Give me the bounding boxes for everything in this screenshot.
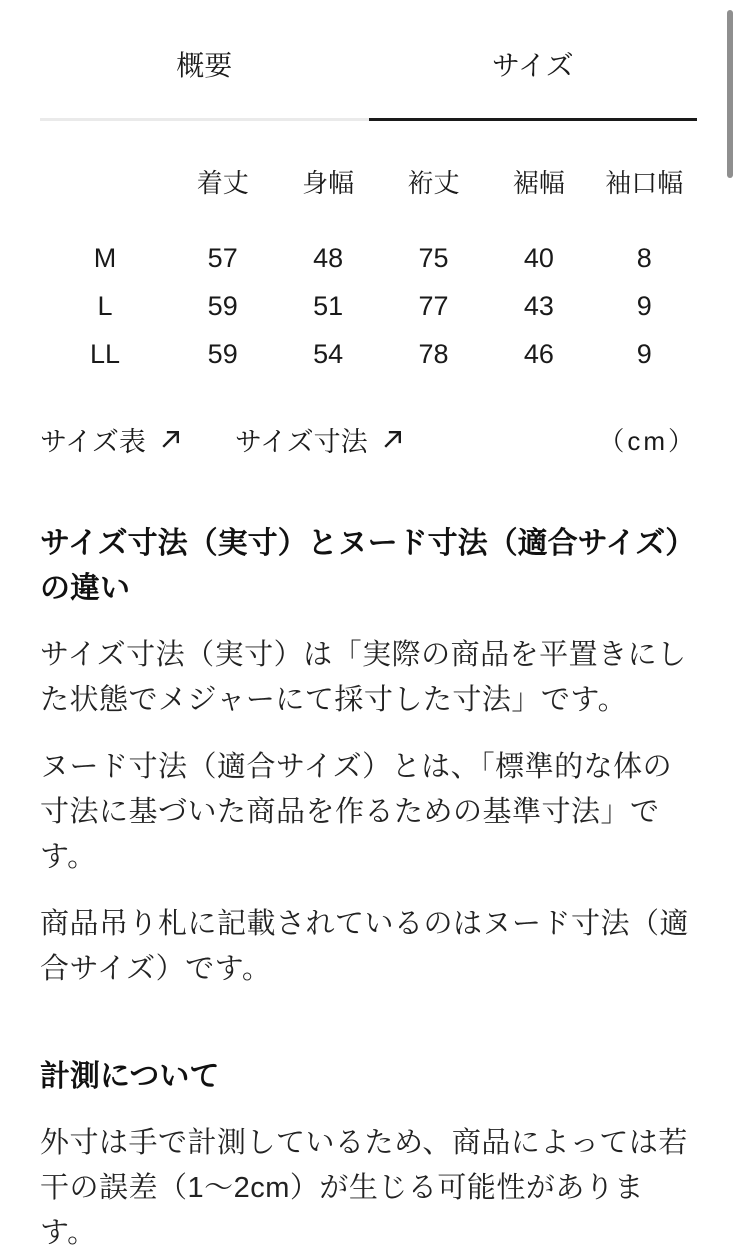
size-row-label: M — [93, 242, 117, 273]
size-value-cell: 54 — [313, 338, 344, 369]
size-value-cell: 59 — [207, 290, 238, 321]
section-heading: 計測について — [40, 1060, 220, 1093]
size-value-cell: 9 — [636, 338, 652, 369]
size-table — [40, 151, 697, 378]
size-value-cell: 46 — [523, 338, 554, 369]
size-value-cell: 48 — [313, 242, 344, 273]
section-paragraph: 商品吊り札に記載されているのはヌード寸法（適合サイズ）です。 — [40, 908, 690, 985]
size-table-column-header: 袖口幅 — [605, 168, 684, 198]
size-chart-link[interactable] — [40, 420, 183, 459]
section-paragraph: ヌード寸法（適合サイズ）とは、「標準的な体の寸法に基づいた商品を作るための基準寸法」です。 — [40, 751, 673, 873]
tab-bar — [40, 28, 697, 121]
size-dimensions-link[interactable] — [235, 420, 405, 459]
description-section-1 — [40, 521, 697, 992]
size-table-column-header: 着丈 — [196, 168, 249, 198]
size-table-column-header: 裄丈 — [407, 168, 460, 198]
size-dimensions-link-label: サイズ寸法 — [234, 427, 368, 457]
size-table-column-header: 裾幅 — [512, 168, 565, 198]
external-arrow-icon — [158, 427, 183, 452]
description-section-2 — [40, 1054, 697, 1256]
section-paragraph: 外寸は手で計測しているため、商品によっては若干の誤差（1〜2cm）が生じる可能性があります。 — [40, 1127, 688, 1249]
size-value-cell: 78 — [418, 338, 449, 369]
tab-overview[interactable]: 概要 — [40, 28, 369, 121]
size-value-cell: 77 — [418, 290, 449, 321]
size-value-cell: 59 — [207, 338, 238, 369]
size-table-row — [40, 330, 697, 378]
size-table-row — [40, 282, 697, 330]
size-links-row — [40, 420, 697, 459]
size-value-cell: 8 — [636, 242, 652, 273]
size-value-cell: 57 — [207, 242, 238, 273]
tab-size[interactable]: サイズ — [369, 28, 698, 121]
size-value-cell: 75 — [418, 242, 449, 273]
size-table-row — [40, 234, 697, 282]
size-value-cell: 51 — [313, 290, 344, 321]
section-heading: サイズ寸法（実寸）とヌード寸法（適合サイズ）の違い — [40, 527, 696, 605]
size-row-label: L — [97, 290, 113, 321]
size-row-label: LL — [89, 338, 121, 369]
unit-label: （cm） — [598, 426, 697, 456]
external-arrow-icon — [380, 427, 405, 452]
size-tab-panel — [0, 28, 737, 1249]
size-description-sections — [40, 521, 697, 1256]
size-value-cell: 40 — [523, 242, 554, 273]
scrollbar-thumb[interactable] — [727, 10, 733, 178]
size-value-cell: 9 — [636, 290, 652, 321]
size-table-corner-cell — [40, 151, 170, 234]
size-table-column-header: 身幅 — [302, 168, 355, 198]
size-chart-link-label: サイズ表 — [40, 427, 146, 457]
size-value-cell: 43 — [523, 290, 554, 321]
section-paragraph: サイズ寸法（実寸）は「実際の商品を平置きにした状態でメジャーにて採寸した寸法」です。 — [40, 639, 687, 716]
